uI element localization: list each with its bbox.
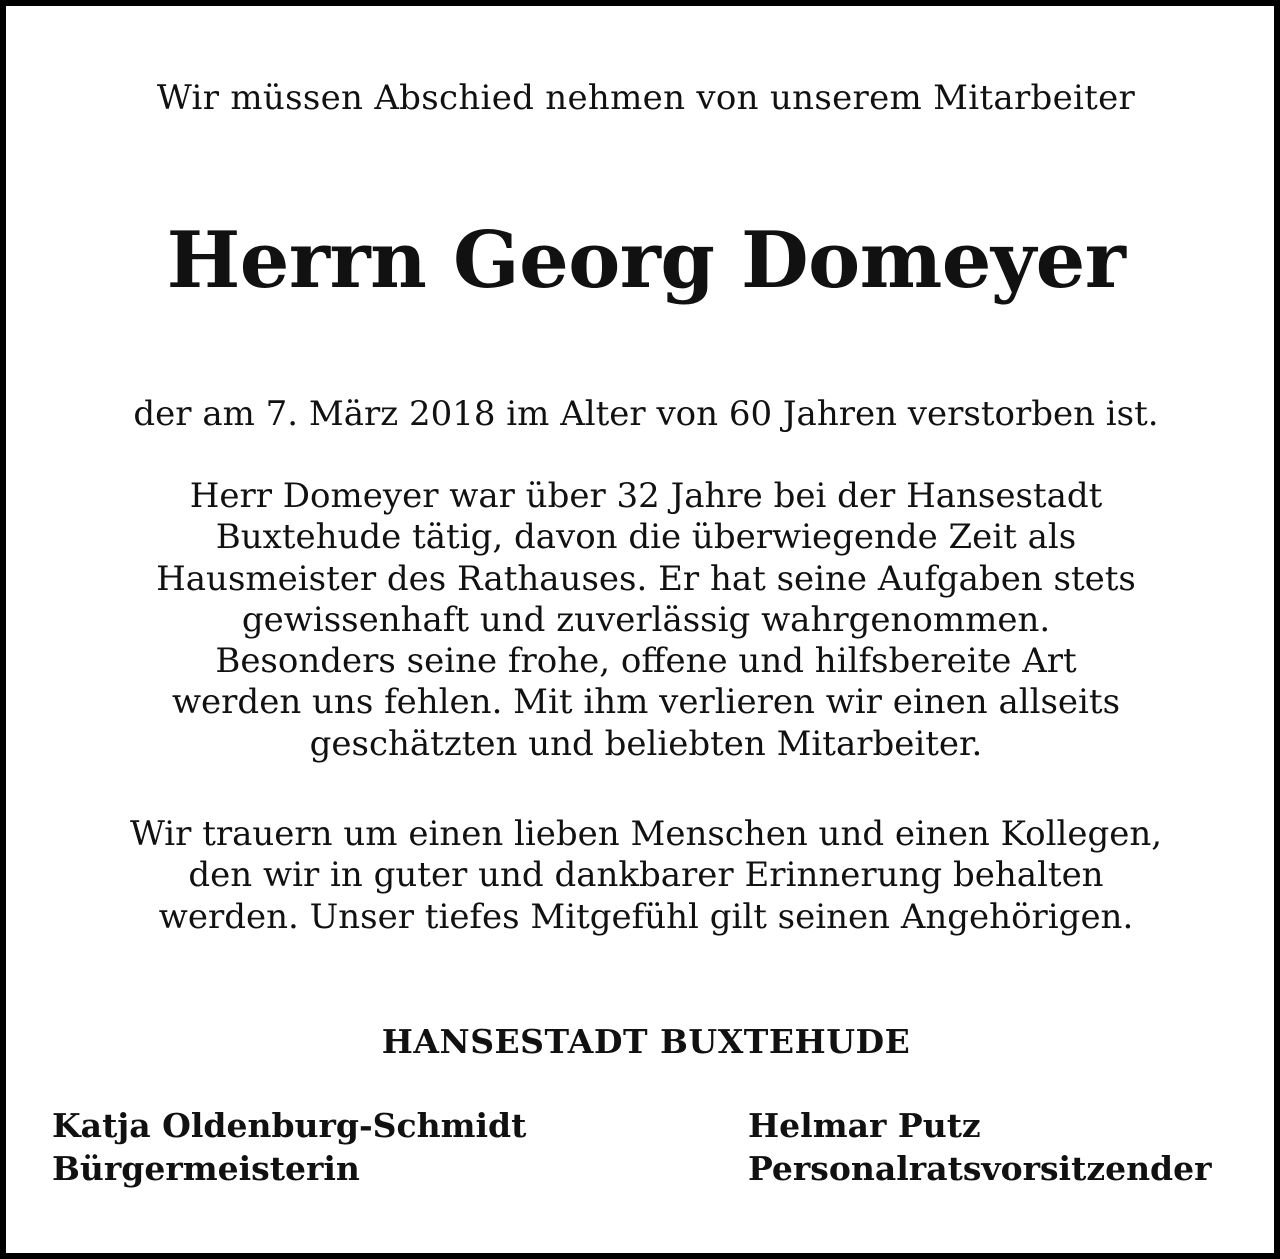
tribute-line: Herr Domeyer war über 32 Jahre bei der Hansestadt: [189, 476, 1103, 516]
signatory-name: Katja Oldenburg-Schmidt: [52, 1106, 527, 1145]
condolence-paragraph: [12, 814, 1280, 938]
tribute-line: Buxtehude tätig, davon die überwiegende Zeit als: [215, 517, 1077, 558]
deceased-name: Herrn Georg Domeyer: [166, 215, 1126, 306]
signatory-left: [52, 1104, 526, 1190]
tribute-line: geschätzten und beliebten Mitarbeiter.: [309, 723, 983, 764]
intro-line: Wir müssen Abschied nehmen von unserem Mitarbeiter: [156, 78, 1136, 118]
signatory-role: Personalratsvorsitzender: [748, 1149, 1212, 1188]
tribute-line: gewissenhaft und zuverlässig wahrgenommen.: [241, 599, 1051, 640]
condolence-line: Wir trauern um einen lieben Menschen und einen Kollegen,: [129, 814, 1163, 854]
signatory-right: [748, 1104, 1212, 1190]
organization-name: HANSESTADT BUXTEHUDE: [381, 1022, 911, 1061]
signatory-role: Bürgermeisterin: [52, 1149, 360, 1188]
death-statement: der am 7. März 2018 im Alter von 60 Jahren verstorben ist.: [133, 394, 1159, 434]
signatory-name: Helmar Putz: [748, 1106, 981, 1145]
condolence-line: den wir in guter und dankbarer Erinnerung behalten: [188, 855, 1104, 896]
tribute-line: Hausmeister des Rathauses. Er hat seine Aufgaben stets: [156, 558, 1136, 599]
condolence-line: werden. Unser tiefes Mitgefühl gilt seinen Angehörigen.: [158, 896, 1134, 937]
tribute-line: werden uns fehlen. Mit ihm verlieren wir einen allseits: [171, 682, 1121, 723]
tribute-paragraph: [12, 476, 1280, 765]
tribute-line: Besonders seine frohe, offene und hilfsbereite Art: [215, 641, 1077, 682]
